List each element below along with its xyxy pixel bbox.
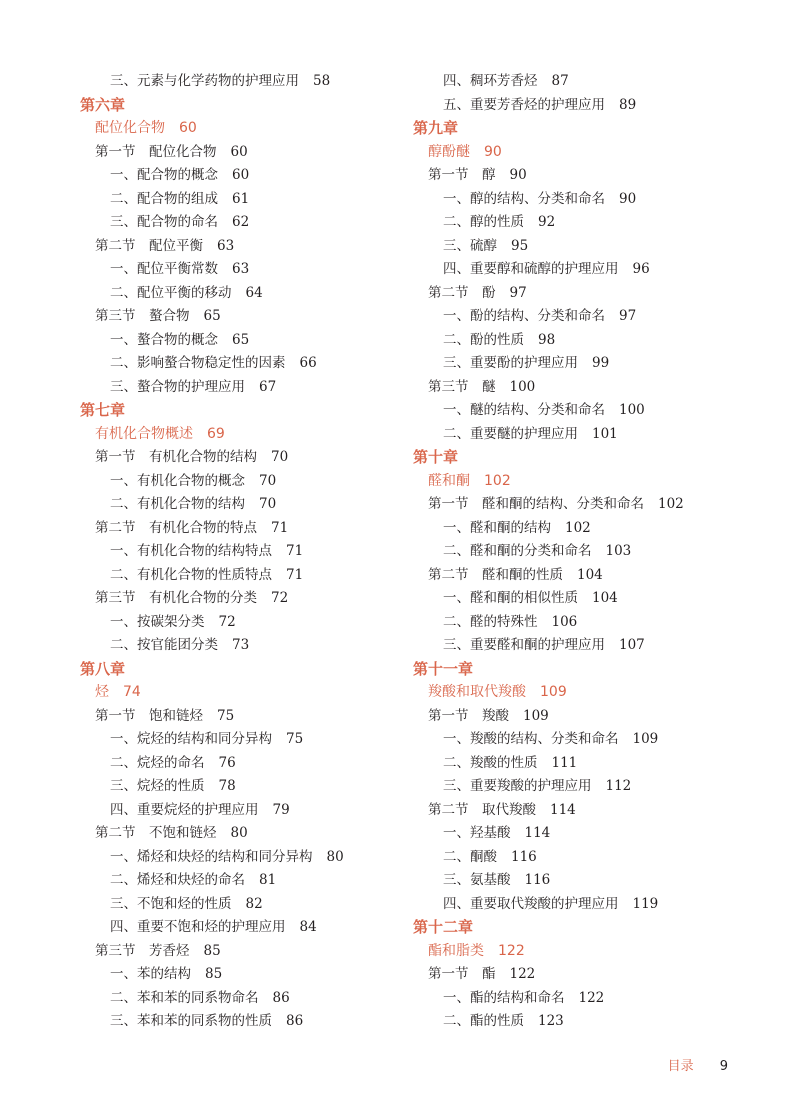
toc-entry-page: 99 bbox=[592, 355, 610, 371]
toc-item-entry bbox=[80, 752, 420, 776]
toc-entry-title: 羧酸和取代羧酸 bbox=[428, 684, 526, 700]
toc-column-right bbox=[413, 70, 753, 1034]
toc-entry-page: 97 bbox=[509, 284, 527, 301]
toc-entry-page: 65 bbox=[203, 308, 221, 324]
toc-entry-page: 122 bbox=[498, 942, 525, 959]
toc-entry-page: 63 bbox=[232, 261, 250, 277]
toc-item-entry bbox=[413, 70, 753, 94]
toc-entry-title: 一、烷烃的结构和同分异构 bbox=[110, 731, 272, 747]
toc-section-entry bbox=[80, 141, 420, 165]
toc-section-entry bbox=[80, 517, 420, 541]
toc-entry-title: 第一节 羧酸 bbox=[428, 707, 509, 724]
toc-section-entry bbox=[413, 799, 753, 823]
toc-entry-page: 119 bbox=[632, 895, 659, 912]
toc-entry-title: 一、配合物的概念 bbox=[110, 167, 218, 183]
toc-entry-page: 103 bbox=[605, 543, 632, 559]
toc-entry-title: 第九章 bbox=[413, 119, 459, 137]
toc-item-entry bbox=[413, 987, 753, 1011]
toc-item-entry bbox=[80, 376, 420, 400]
toc-unit-entry bbox=[80, 681, 420, 705]
toc-entry-page: 78 bbox=[218, 778, 236, 794]
toc-unit-entry bbox=[413, 681, 753, 705]
toc-entry-title: 第二节 有机化合物的特点 bbox=[95, 519, 257, 536]
toc-entry-page: 60 bbox=[230, 143, 248, 160]
toc-item-entry bbox=[80, 893, 420, 917]
toc-item-entry bbox=[413, 822, 753, 846]
toc-entry-title: 烃 bbox=[95, 684, 109, 700]
toc-item-entry bbox=[80, 963, 420, 987]
toc-entry-title: 四、重要醇和硫醇的护理应用 bbox=[443, 261, 619, 277]
toc-item-entry bbox=[413, 846, 753, 870]
toc-entry-page: 72 bbox=[218, 613, 236, 630]
toc-item-entry bbox=[413, 235, 753, 259]
toc-entry-title: 三、不饱和烃的性质 bbox=[110, 895, 232, 912]
toc-entry-page: 74 bbox=[123, 684, 141, 700]
toc-entry-title: 一、醇的结构、分类和命名 bbox=[443, 190, 605, 207]
toc-entry-page: 90 bbox=[509, 167, 527, 183]
toc-entry-title: 三、苯和苯的同系物的性质 bbox=[110, 1013, 272, 1029]
toc-section-entry bbox=[413, 376, 753, 400]
toc-section-entry bbox=[413, 493, 753, 517]
toc-item-entry bbox=[80, 1010, 420, 1034]
toc-item-entry bbox=[413, 94, 753, 118]
page-footer bbox=[668, 1055, 728, 1074]
toc-entry-page: 106 bbox=[551, 613, 578, 630]
toc-entry-title: 二、按官能团分类 bbox=[110, 637, 218, 653]
toc-entry-title: 二、配位平衡的移动 bbox=[110, 284, 232, 301]
toc-entry-page: 86 bbox=[286, 1013, 304, 1029]
toc-entry-page: 70 bbox=[259, 496, 277, 512]
toc-entry-page: 73 bbox=[232, 637, 250, 653]
toc-section-entry bbox=[80, 940, 420, 964]
toc-entry-title: 二、酮酸 bbox=[443, 848, 497, 865]
toc-entry-page: 75 bbox=[217, 707, 235, 724]
toc-entry-title: 醛和酮 bbox=[428, 472, 470, 489]
toc-item-entry bbox=[413, 540, 753, 564]
toc-entry-title: 一、苯的结构 bbox=[110, 966, 191, 982]
toc-entry-page: 104 bbox=[577, 566, 603, 583]
toc-unit-entry bbox=[413, 940, 753, 964]
toc-entry-title: 第二节 酚 bbox=[428, 284, 496, 301]
toc-item-entry bbox=[80, 470, 420, 494]
toc-entry-page: 63 bbox=[217, 237, 235, 254]
toc-entry-title: 第一节 酯 bbox=[428, 966, 496, 982]
toc-entry-title: 二、苯和苯的同系物命名 bbox=[110, 989, 259, 1006]
toc-entry-page: 101 bbox=[592, 425, 618, 442]
toc-item-entry bbox=[413, 611, 753, 635]
toc-entry-title: 第二节 醛和酮的性质 bbox=[428, 566, 563, 583]
toc-item-entry bbox=[80, 916, 420, 940]
toc-item-entry bbox=[80, 564, 420, 588]
toc-entry-page: 90 bbox=[619, 190, 637, 207]
toc-item-entry bbox=[80, 611, 420, 635]
toc-entry-title: 酯和脂类 bbox=[428, 942, 484, 959]
toc-entry-title: 一、按碳架分类 bbox=[110, 613, 205, 630]
toc-item-entry bbox=[80, 164, 420, 188]
toc-entry-page: 70 bbox=[259, 472, 277, 489]
toc-entry-title: 一、螯合物的概念 bbox=[110, 331, 218, 348]
toc-entry-title: 第二节 配位平衡 bbox=[95, 237, 203, 254]
toc-entry-page: 112 bbox=[605, 778, 632, 794]
toc-item-entry bbox=[80, 188, 420, 212]
toc-section-entry bbox=[80, 305, 420, 329]
toc-item-entry bbox=[80, 869, 420, 893]
toc-entry-title: 第十二章 bbox=[413, 918, 474, 936]
toc-entry-page: 109 bbox=[523, 707, 549, 724]
toc-entry-page: 96 bbox=[632, 261, 650, 277]
toc-entry-title: 第一节 醛和酮的结构、分类和命名 bbox=[428, 496, 644, 512]
toc-item-entry bbox=[413, 305, 753, 329]
toc-entry-title: 第六章 bbox=[80, 95, 126, 114]
toc-entry-title: 第八章 bbox=[80, 659, 126, 678]
toc-entry-page: 100 bbox=[619, 402, 645, 418]
toc-unit-entry bbox=[413, 470, 753, 494]
toc-entry-page: 71 bbox=[286, 543, 304, 559]
toc-item-entry bbox=[413, 423, 753, 447]
toc-entry-page: 98 bbox=[538, 331, 556, 348]
toc-entry-page: 71 bbox=[286, 566, 304, 583]
toc-entry-page: 62 bbox=[232, 214, 250, 230]
toc-chapter-entry bbox=[413, 658, 753, 682]
toc-entry-page: 114 bbox=[524, 825, 551, 841]
toc-entry-page: 69 bbox=[207, 425, 225, 442]
toc-entry-title: 四、重要取代羧酸的护理应用 bbox=[443, 895, 619, 912]
toc-entry-page: 102 bbox=[658, 496, 684, 512]
toc-entry-title: 第二节 不饱和链烃 bbox=[95, 825, 217, 841]
toc-item-entry bbox=[413, 258, 753, 282]
toc-entry-page: 109 bbox=[632, 731, 659, 747]
toc-chapter-entry bbox=[80, 399, 420, 423]
toc-entry-title: 一、酚的结构、分类和命名 bbox=[443, 308, 605, 324]
toc-item-entry bbox=[80, 329, 420, 353]
toc-section-entry bbox=[80, 705, 420, 729]
toc-item-entry bbox=[413, 634, 753, 658]
toc-entry-title: 第二节 取代羧酸 bbox=[428, 801, 536, 818]
toc-entry-title: 三、重要醛和酮的护理应用 bbox=[443, 637, 605, 653]
toc-entry-title: 三、元素与化学药物的护理应用 bbox=[110, 73, 299, 89]
toc-item-entry bbox=[80, 728, 420, 752]
toc-entry-title: 二、醇的性质 bbox=[443, 214, 524, 230]
toc-section-entry bbox=[413, 564, 753, 588]
toc-entry-page: 60 bbox=[179, 120, 197, 136]
toc-entry-page: 67 bbox=[259, 378, 277, 395]
toc-entry-title: 第七章 bbox=[80, 401, 126, 419]
toc-item-entry bbox=[80, 987, 420, 1011]
toc-column-left bbox=[80, 70, 420, 1034]
toc-entry-title: 四、稠环芳香烃 bbox=[443, 73, 538, 89]
toc-entry-title: 二、影响螯合物稳定性的因素 bbox=[110, 355, 286, 371]
toc-entry-title: 二、烯烃和炔烃的命名 bbox=[110, 872, 245, 888]
toc-entry-title: 一、酯的结构和命名 bbox=[443, 989, 565, 1006]
toc-entry-title: 第一节 有机化合物的结构 bbox=[95, 449, 257, 465]
footer-page-number: 9 bbox=[719, 1059, 728, 1074]
toc-entry-page: 65 bbox=[232, 331, 250, 348]
toc-entry-page: 102 bbox=[565, 519, 591, 536]
toc-entry-page: 85 bbox=[205, 966, 223, 982]
toc-entry-title: 三、重要羧酸的护理应用 bbox=[443, 778, 592, 794]
toc-item-entry bbox=[413, 352, 753, 376]
toc-item-entry bbox=[80, 634, 420, 658]
toc-section-entry bbox=[80, 446, 420, 470]
toc-entry-page: 116 bbox=[524, 872, 551, 888]
toc-chapter-entry bbox=[413, 446, 753, 470]
toc-chapter-entry bbox=[413, 916, 753, 940]
toc-item-entry bbox=[413, 587, 753, 611]
toc-entry-page: 100 bbox=[509, 378, 536, 395]
toc-entry-page: 116 bbox=[511, 848, 537, 865]
toc-unit-entry bbox=[413, 141, 753, 165]
toc-entry-title: 二、配合物的组成 bbox=[110, 190, 218, 207]
toc-unit-entry bbox=[80, 117, 420, 141]
toc-item-entry bbox=[80, 282, 420, 306]
toc-entry-title: 第一节 饱和链烃 bbox=[95, 707, 203, 724]
toc-entry-title: 一、烯烃和炔烃的结构和同分异构 bbox=[110, 848, 313, 865]
toc-section-entry bbox=[413, 705, 753, 729]
toc-entry-page: 61 bbox=[232, 190, 250, 207]
toc-item-entry bbox=[413, 728, 753, 752]
toc-entry-page: 123 bbox=[538, 1013, 564, 1029]
toc-entry-page: 92 bbox=[538, 214, 556, 230]
toc-item-entry bbox=[413, 775, 753, 799]
toc-entry-page: 95 bbox=[511, 237, 529, 254]
toc-item-entry bbox=[413, 1010, 753, 1034]
toc-section-entry bbox=[80, 822, 420, 846]
toc-entry-title: 二、醛的特殊性 bbox=[443, 613, 538, 630]
toc-entry-title: 第三节 有机化合物的分类 bbox=[95, 590, 257, 606]
toc-item-entry bbox=[80, 493, 420, 517]
toc-entry-page: 70 bbox=[271, 449, 289, 465]
toc-entry-title: 四、重要烷烃的护理应用 bbox=[110, 801, 259, 818]
toc-entry-page: 80 bbox=[230, 825, 248, 841]
toc-entry-title: 一、羧酸的结构、分类和命名 bbox=[443, 731, 619, 747]
toc-entry-title: 二、有机化合物的性质特点 bbox=[110, 566, 272, 583]
toc-entry-title: 三、硫醇 bbox=[443, 237, 497, 254]
toc-entry-page: 66 bbox=[299, 355, 317, 371]
toc-entry-page: 86 bbox=[272, 989, 290, 1006]
toc-item-entry bbox=[413, 517, 753, 541]
toc-entry-title: 一、羟基酸 bbox=[443, 825, 511, 841]
toc-entry-page: 84 bbox=[299, 919, 317, 935]
toc-item-entry bbox=[413, 869, 753, 893]
toc-entry-title: 一、醚的结构、分类和命名 bbox=[443, 402, 605, 418]
toc-entry-title: 第十一章 bbox=[413, 659, 474, 678]
footer-section-label: 目录 bbox=[667, 1059, 694, 1074]
toc-entry-title: 二、羧酸的性质 bbox=[443, 754, 538, 771]
toc-entry-page: 104 bbox=[592, 590, 618, 606]
toc-entry-page: 60 bbox=[232, 167, 250, 183]
toc-entry-title: 一、配位平衡常数 bbox=[110, 261, 218, 277]
toc-entry-title: 三、氨基酸 bbox=[443, 872, 511, 888]
toc-item-entry bbox=[413, 893, 753, 917]
toc-entry-title: 第一节 醇 bbox=[428, 167, 496, 183]
toc-section-entry bbox=[413, 164, 753, 188]
toc-chapter-entry bbox=[80, 658, 420, 682]
toc-entry-page: 102 bbox=[484, 472, 511, 489]
toc-entry-title: 配位化合物 bbox=[95, 120, 165, 136]
toc-entry-page: 114 bbox=[550, 801, 576, 818]
toc-entry-page: 109 bbox=[540, 684, 567, 700]
toc-entry-title: 二、醛和酮的分类和命名 bbox=[443, 543, 592, 559]
toc-item-entry bbox=[413, 329, 753, 353]
toc-entry-title: 三、螯合物的护理应用 bbox=[110, 378, 245, 395]
toc-entry-page: 75 bbox=[286, 731, 304, 747]
toc-entry-title: 二、酚的性质 bbox=[443, 331, 524, 348]
toc-item-entry bbox=[80, 799, 420, 823]
toc-entry-title: 第三节 醚 bbox=[428, 378, 496, 395]
toc-entry-title: 二、烷烃的命名 bbox=[110, 754, 205, 771]
toc-entry-page: 82 bbox=[245, 895, 263, 912]
toc-item-entry bbox=[80, 846, 420, 870]
toc-item-entry bbox=[80, 258, 420, 282]
toc-chapter-entry bbox=[80, 94, 420, 118]
toc-unit-entry bbox=[80, 423, 420, 447]
toc-entry-title: 二、重要醚的护理应用 bbox=[443, 425, 578, 442]
toc-entry-page: 72 bbox=[271, 590, 289, 606]
toc-entry-page: 90 bbox=[484, 143, 502, 160]
toc-entry-title: 醇酚醚 bbox=[428, 143, 470, 160]
toc-entry-page: 87 bbox=[551, 73, 569, 89]
toc-entry-page: 79 bbox=[272, 801, 290, 818]
toc-entry-page: 85 bbox=[203, 942, 221, 959]
toc-entry-title: 一、醛和酮的相似性质 bbox=[443, 590, 578, 606]
toc-entry-title: 二、酯的性质 bbox=[443, 1013, 524, 1029]
toc-entry-title: 第十章 bbox=[413, 448, 459, 466]
toc-entry-title: 第三节 螯合物 bbox=[95, 308, 190, 324]
toc-entry-title: 第三节 芳香烃 bbox=[95, 942, 190, 959]
toc-item-entry bbox=[80, 70, 420, 94]
toc-entry-page: 80 bbox=[326, 848, 344, 865]
toc-item-entry bbox=[80, 211, 420, 235]
toc-entry-page: 122 bbox=[578, 989, 605, 1006]
toc-entry-title: 三、重要酚的护理应用 bbox=[443, 355, 578, 371]
toc-entry-title: 一、醛和酮的结构 bbox=[443, 519, 551, 536]
toc-item-entry bbox=[80, 540, 420, 564]
toc-entry-page: 81 bbox=[259, 872, 277, 888]
toc-entry-page: 71 bbox=[271, 519, 289, 536]
toc-entry-page: 89 bbox=[619, 96, 637, 113]
toc-section-entry bbox=[80, 587, 420, 611]
toc-item-entry bbox=[413, 399, 753, 423]
toc-item-entry bbox=[413, 752, 753, 776]
toc-item-entry bbox=[80, 775, 420, 799]
toc-entry-title: 有机化合物概述 bbox=[95, 425, 193, 442]
toc-entry-page: 122 bbox=[509, 966, 536, 982]
toc-section-entry bbox=[413, 282, 753, 306]
toc-entry-page: 76 bbox=[218, 754, 236, 771]
toc-entry-title: 四、重要不饱和烃的护理应用 bbox=[110, 919, 286, 935]
toc-entry-title: 一、有机化合物的结构特点 bbox=[110, 543, 272, 559]
toc-item-entry bbox=[413, 188, 753, 212]
toc-entry-title: 五、重要芳香烃的护理应用 bbox=[443, 96, 605, 113]
toc-entry-title: 第一节 配位化合物 bbox=[95, 143, 217, 160]
toc-entry-page: 107 bbox=[619, 637, 645, 653]
toc-item-entry bbox=[413, 211, 753, 235]
toc-entry-page: 64 bbox=[245, 284, 263, 301]
toc-entry-page: 58 bbox=[313, 73, 331, 89]
toc-entry-title: 一、有机化合物的概念 bbox=[110, 472, 245, 489]
toc-entry-page: 111 bbox=[551, 754, 578, 771]
toc-entry-page: 97 bbox=[619, 308, 637, 324]
toc-entry-title: 三、烷烃的性质 bbox=[110, 778, 205, 794]
toc-chapter-entry bbox=[413, 117, 753, 141]
toc-section-entry bbox=[80, 235, 420, 259]
toc-entry-title: 三、配合物的命名 bbox=[110, 214, 218, 230]
toc-section-entry bbox=[413, 963, 753, 987]
toc-item-entry bbox=[80, 352, 420, 376]
toc-entry-title: 二、有机化合物的结构 bbox=[110, 496, 245, 512]
